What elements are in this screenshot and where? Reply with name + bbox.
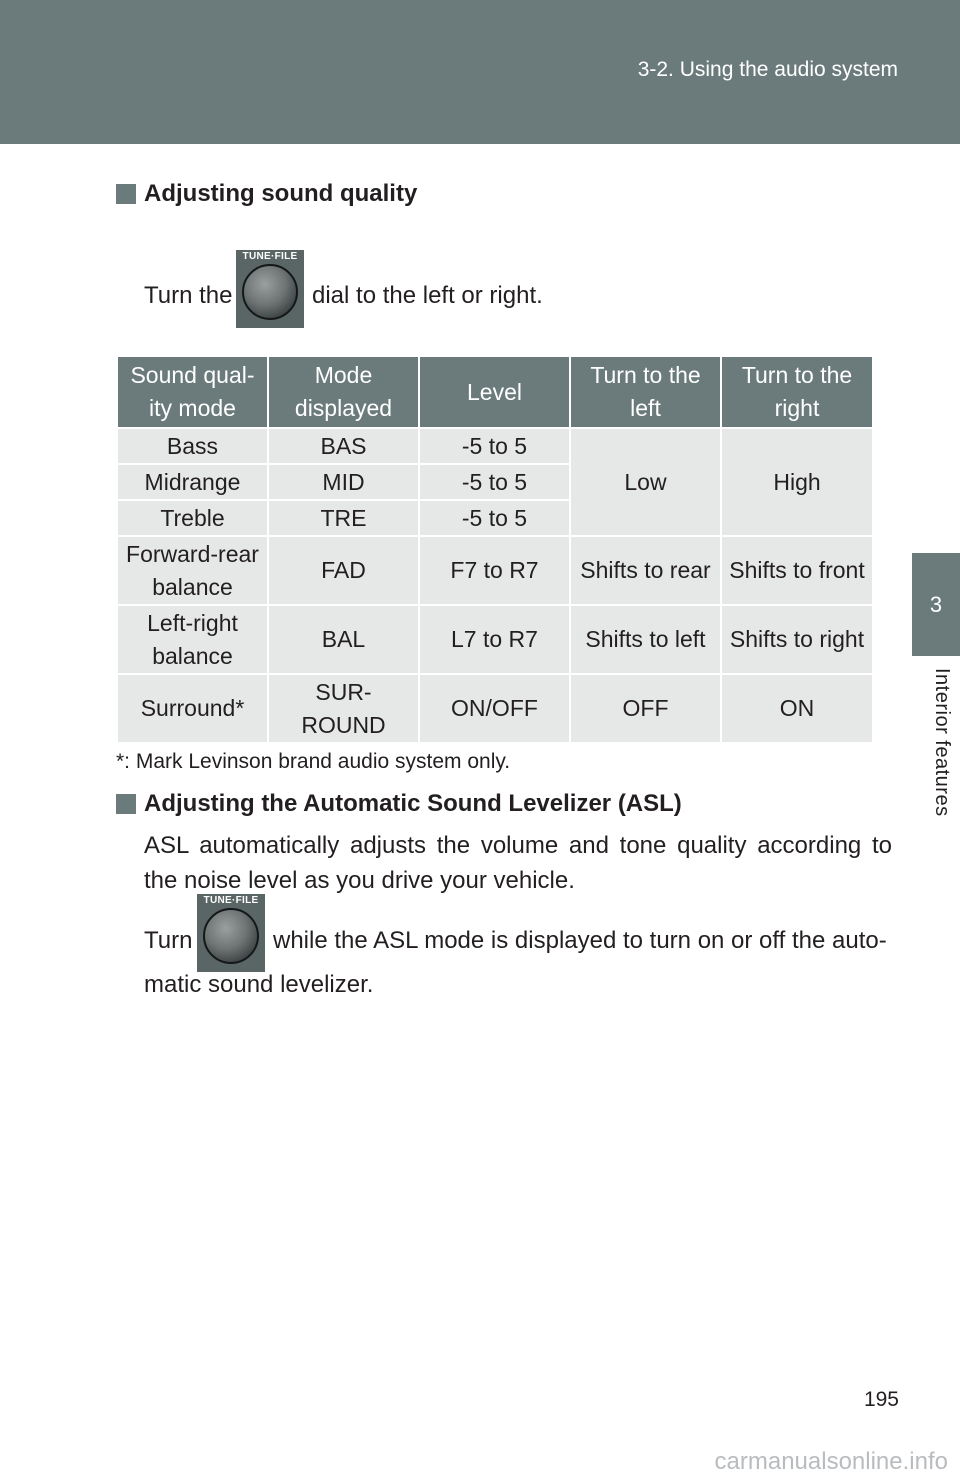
cell-turn-right-merged: High bbox=[721, 428, 873, 536]
instruction-asl-toggle: while the ASL mode is displayed to turn on or off the auto- bbox=[273, 927, 887, 954]
cell-level: F7 to R7 bbox=[419, 536, 570, 605]
instruction-turn-the: Turn the bbox=[144, 282, 233, 309]
cell-turn-left: Shifts to rear bbox=[570, 536, 721, 605]
header-level: Level bbox=[419, 356, 570, 428]
table-row bbox=[117, 428, 873, 464]
dial-label: TUNE·FILE bbox=[242, 251, 298, 262]
cell-level: ON/OFF bbox=[419, 674, 570, 743]
chapter-title: 3-2. Using the audio system bbox=[637, 58, 898, 81]
page-number: 195 bbox=[863, 1388, 899, 1411]
page-header bbox=[0, 0, 960, 144]
cell-turn-left: Shifts to left bbox=[570, 605, 721, 674]
cell-turn-right: Shifts to front bbox=[721, 536, 873, 605]
cell-turn-right: ON bbox=[721, 674, 873, 743]
cell-display: BAS bbox=[268, 428, 419, 464]
asl-description: ASL automatically adjusts the volume and tone quality according to the noise level as you drive your vehicle. bbox=[144, 832, 892, 894]
instruction-dial-direction: dial to the left or right. bbox=[312, 282, 543, 309]
dial-knob bbox=[242, 264, 298, 320]
cell-level: -5 to 5 bbox=[419, 500, 570, 536]
section-bullet-icon bbox=[116, 794, 136, 814]
table-header-row bbox=[117, 356, 873, 428]
cell-level: -5 to 5 bbox=[419, 428, 570, 464]
table-row bbox=[117, 536, 873, 605]
instruction-turn: Turn bbox=[144, 927, 193, 954]
instruction-asl-toggle-cont: matic sound levelizer. bbox=[144, 971, 374, 998]
cell-display: SUR- ROUND bbox=[268, 674, 419, 743]
table-footnote: *: Mark Levinson brand audio system only. bbox=[116, 750, 511, 773]
section-heading-text: Adjusting sound quality bbox=[144, 180, 418, 207]
header-sound-quality-mode: Sound qual- ity mode bbox=[117, 356, 268, 428]
cell-turn-right: Shifts to right bbox=[721, 605, 873, 674]
chapter-tab bbox=[912, 553, 960, 656]
section-bullet-icon bbox=[116, 184, 136, 204]
chapter-label: Interior features bbox=[931, 668, 953, 817]
section-heading-text: Adjusting the Automatic Sound Levelizer (ASL) bbox=[144, 790, 682, 817]
header-turn-left: Turn to the left bbox=[570, 356, 721, 428]
sound-quality-table bbox=[116, 355, 874, 744]
section-heading-sound-quality bbox=[116, 180, 417, 208]
dial-label: TUNE·FILE bbox=[203, 895, 259, 906]
header-turn-right: Turn to the right bbox=[721, 356, 873, 428]
tune-file-dial-icon bbox=[197, 894, 265, 972]
cell-level: L7 to R7 bbox=[419, 605, 570, 674]
cell-mode: Treble bbox=[117, 500, 268, 536]
cell-mode: Forward-rear balance bbox=[117, 536, 268, 605]
header-mode-displayed: Mode displayed bbox=[268, 356, 419, 428]
cell-mode: Surround* bbox=[117, 674, 268, 743]
table-row bbox=[117, 674, 873, 743]
chapter-number: 3 bbox=[929, 591, 943, 617]
cell-display: TRE bbox=[268, 500, 419, 536]
cell-turn-left: OFF bbox=[570, 674, 721, 743]
section-heading-asl bbox=[116, 790, 682, 818]
cell-mode: Bass bbox=[117, 428, 268, 464]
cell-display: BAL bbox=[268, 605, 419, 674]
watermark: carmanualsonline.info bbox=[714, 1448, 948, 1475]
dial-knob bbox=[203, 908, 259, 964]
cell-level: -5 to 5 bbox=[419, 464, 570, 500]
cell-mode: Midrange bbox=[117, 464, 268, 500]
cell-display: FAD bbox=[268, 536, 419, 605]
cell-display: MID bbox=[268, 464, 419, 500]
table-row bbox=[117, 605, 873, 674]
cell-mode: Left-right balance bbox=[117, 605, 268, 674]
tune-file-dial-icon bbox=[236, 250, 304, 328]
cell-turn-left-merged: Low bbox=[570, 428, 721, 536]
